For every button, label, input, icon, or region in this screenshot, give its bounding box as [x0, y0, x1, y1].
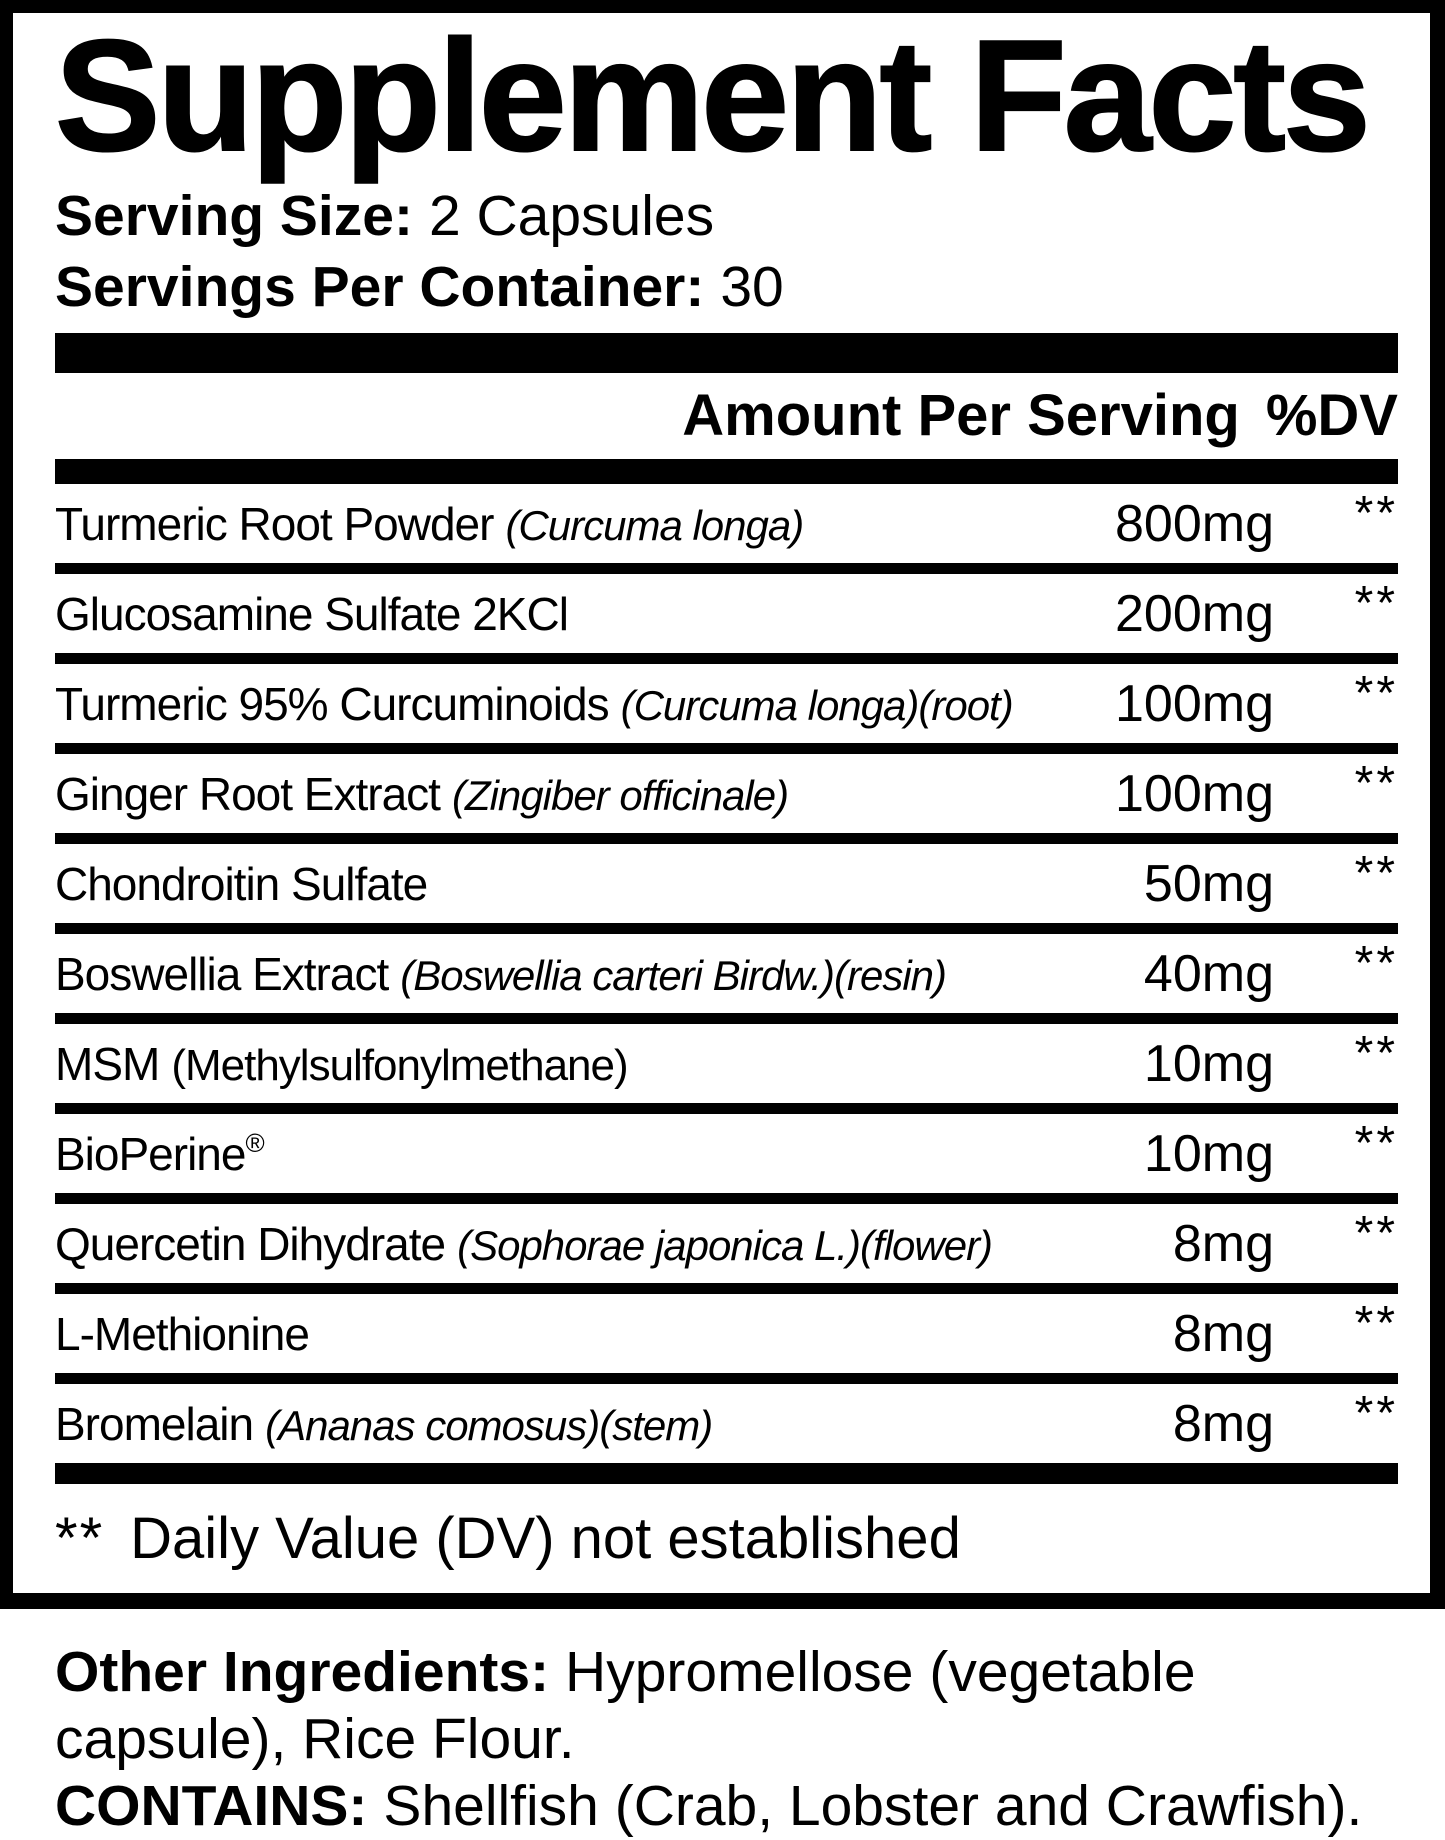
- ingredient-name: Boswellia Extract: [55, 947, 389, 1000]
- ingredient-amount: 200mg: [1115, 584, 1274, 643]
- ingredient-botanical: (Ananas comosus)(stem): [265, 1401, 713, 1449]
- contains-text: Shellfish (Crab, Lobster and Crawfish).: [383, 1774, 1363, 1838]
- ingredient-name: L-Methionine: [55, 1307, 309, 1360]
- table-row: [55, 653, 1398, 743]
- contains-line: [55, 1773, 1445, 1840]
- ingredient-amount: 8mg: [1172, 1304, 1274, 1363]
- label-bottom-rule: [0, 1593, 1445, 1609]
- table-row: [55, 1103, 1398, 1193]
- label-title: Supplement Facts: [55, 8, 1368, 184]
- ingredient-dv: **: [1354, 577, 1398, 630]
- ingredient-name-cell: [55, 1397, 1173, 1451]
- table-row: [55, 1193, 1398, 1283]
- ingredient-name-cell: [55, 1037, 1144, 1091]
- ingredient-amount: 8mg: [1172, 1394, 1274, 1453]
- ingredient-name-cell: [55, 947, 1144, 1001]
- table-row: [55, 1013, 1398, 1103]
- ingredient-botanical: (Boswellia carteri Birdw.)(resin): [400, 951, 947, 999]
- ingredient-name: Ginger Root Extract: [55, 767, 440, 820]
- ingredient-name-cell: [55, 1307, 1173, 1361]
- registered-mark: ®: [245, 1127, 264, 1158]
- footnote-asterisks: **: [55, 1506, 105, 1571]
- ingredient-name-cell: [55, 857, 1144, 911]
- ingredient-name-cell: [55, 1127, 1144, 1181]
- ingredient-dv: **: [1354, 757, 1398, 810]
- ingredient-amount: 8mg: [1172, 1214, 1274, 1273]
- other-ingredients-text-2: capsule), Rice Flour.: [55, 1707, 575, 1771]
- serving-size-line: [55, 181, 1398, 252]
- ingredient-dv: **: [1354, 847, 1398, 900]
- ingredient-dv: **: [1354, 1297, 1398, 1350]
- ingredient-dv: **: [1354, 1117, 1398, 1170]
- other-ingredients-label: Other Ingredients:: [55, 1640, 550, 1704]
- ingredient-name: Turmeric 95% Curcuminoids: [55, 677, 609, 730]
- ingredient-name: Bromelain: [55, 1397, 254, 1450]
- ingredient-name: Chondroitin Sulfate: [55, 857, 428, 910]
- ingredient-dv: **: [1354, 667, 1398, 720]
- table-row: [55, 563, 1398, 653]
- thick-rule-top: [55, 333, 1398, 373]
- ingredient-name: Turmeric Root Powder: [55, 497, 494, 550]
- other-ingredients-line-2: [55, 1706, 1445, 1773]
- ingredient-botanical: (Curcuma longa)(root): [620, 681, 1013, 729]
- ingredient-dv: **: [1354, 1387, 1398, 1440]
- ingredient-name-cell: [55, 767, 1115, 821]
- ingredient-name-cell: [55, 1217, 1173, 1271]
- ingredient-dv: **: [1354, 937, 1398, 990]
- servings-per-container-line: [55, 252, 1398, 323]
- amount-per-serving-header: Amount Per Serving: [682, 383, 1240, 448]
- ingredient-name: MSM: [55, 1037, 160, 1090]
- ingredient-name: BioPerine: [55, 1127, 246, 1180]
- ingredient-name-cell: [55, 587, 1115, 641]
- table-row: [55, 923, 1398, 1013]
- other-ingredients-section: [0, 1639, 1445, 1840]
- serving-info: [55, 181, 1398, 323]
- percent-dv-header: %DV: [1265, 383, 1398, 448]
- serving-size-label: Serving Size:: [55, 184, 413, 248]
- other-ingredients-text-1: Hypromellose (vegetable: [565, 1640, 1196, 1704]
- ingredient-amount: 40mg: [1143, 944, 1274, 1003]
- ingredient-botanical: (Sophorae japonica L.)(flower): [457, 1221, 993, 1269]
- ingredients-table: [55, 484, 1398, 1463]
- ingredient-botanical: (Curcuma longa): [505, 501, 804, 549]
- thick-rule-under-header: [55, 459, 1398, 484]
- serving-size-value: 2 Capsules: [428, 184, 715, 248]
- ingredient-amount: 100mg: [1115, 764, 1274, 823]
- table-row: [55, 484, 1398, 563]
- servings-per-container-label: Servings Per Container:: [55, 255, 705, 319]
- ingredient-note: (Methylsulfonylmethane): [171, 1040, 628, 1090]
- dv-footnote: [55, 1484, 1398, 1570]
- ingredient-name: Glucosamine Sulfate 2KCl: [55, 587, 568, 640]
- ingredient-dv: **: [1354, 487, 1398, 540]
- ingredient-amount: 10mg: [1143, 1034, 1274, 1093]
- ingredient-dv: **: [1354, 1207, 1398, 1260]
- table-row: [55, 1283, 1398, 1373]
- table-row: [55, 833, 1398, 923]
- ingredient-name-cell: [55, 497, 1115, 551]
- table-row: [55, 1373, 1398, 1463]
- contains-label: CONTAINS:: [55, 1774, 368, 1838]
- ingredient-dv: **: [1354, 1027, 1398, 1080]
- ingredient-amount: 800mg: [1115, 494, 1274, 553]
- ingredient-name-cell: [55, 677, 1115, 731]
- ingredient-amount: 50mg: [1143, 854, 1274, 913]
- footnote-text: Daily Value (DV) not established: [130, 1506, 961, 1571]
- ingredient-name: Quercetin Dihydrate: [55, 1217, 446, 1270]
- table-row: [55, 743, 1398, 833]
- ingredient-amount: 100mg: [1115, 674, 1274, 733]
- servings-per-container-value: 30: [720, 255, 784, 319]
- ingredient-amount: 10mg: [1143, 1124, 1274, 1183]
- thick-rule-bottom: [55, 1463, 1398, 1484]
- ingredient-botanical: (Zingiber officinale): [451, 771, 789, 819]
- other-ingredients-line-1: [55, 1639, 1445, 1706]
- column-header-row: [55, 381, 1398, 451]
